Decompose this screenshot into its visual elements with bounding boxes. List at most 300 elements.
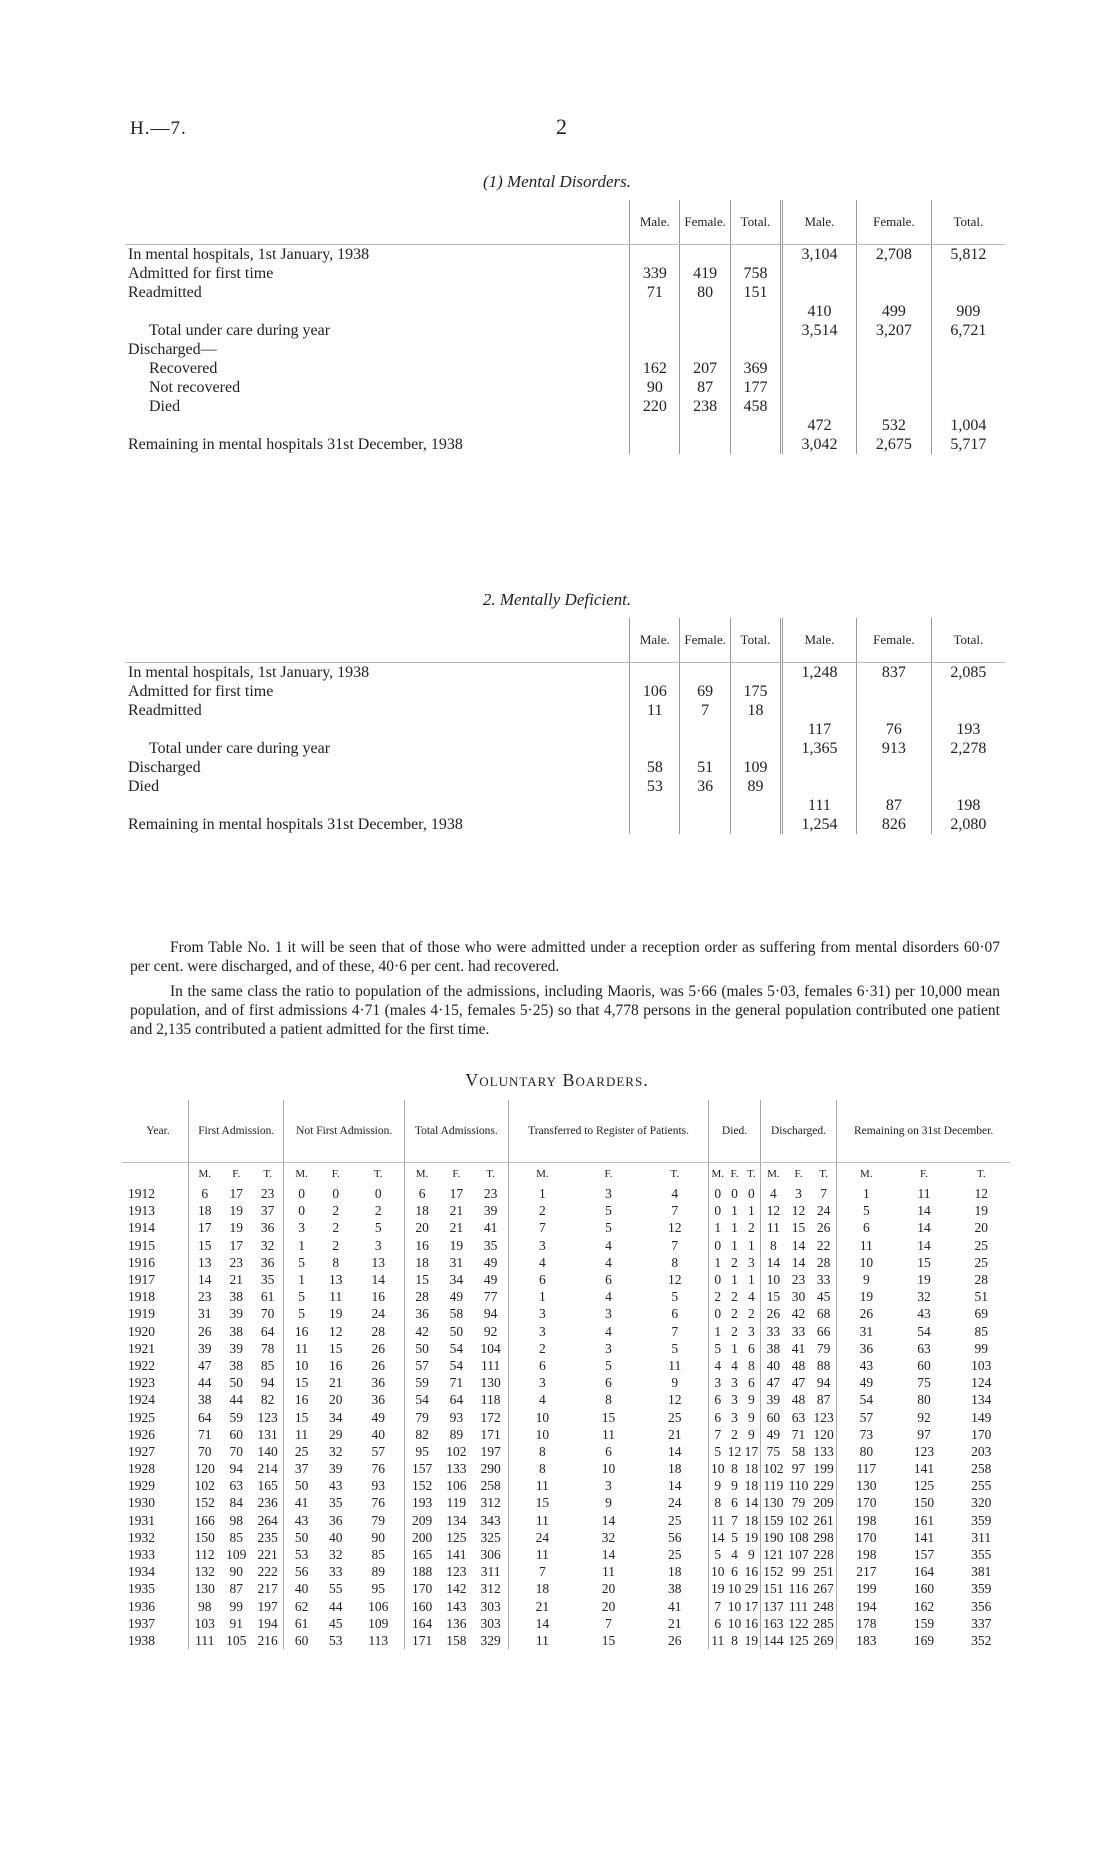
table-cell	[931, 682, 1005, 701]
table-cell: 106	[630, 682, 680, 701]
table-cell: 50	[449, 1323, 464, 1339]
table-cell: 4	[508, 1391, 576, 1408]
table-cell: 49	[760, 1426, 786, 1443]
table-cell: 25	[284, 1443, 319, 1460]
column-header: Total.	[931, 618, 1005, 663]
table-cell: 9	[709, 1477, 726, 1494]
table-cell: 15	[917, 1254, 931, 1270]
table-cell: 23	[791, 1272, 806, 1288]
table-cell: 5	[374, 1220, 382, 1236]
table-cell	[731, 302, 782, 321]
table-cell: 15	[189, 1237, 221, 1254]
table-cell: 4	[605, 1237, 612, 1253]
year-cell: 1929	[128, 1478, 155, 1494]
row-label	[125, 720, 630, 739]
table-cell: 35	[483, 1237, 498, 1253]
year-cell: 1931	[128, 1512, 155, 1528]
row-label: Readmitted	[128, 701, 202, 719]
table-cell: 1	[731, 1203, 738, 1219]
section1-title: (1) Mental Disorders.	[482, 172, 632, 191]
year-cell: 1918	[128, 1289, 155, 1305]
table-cell: 355	[971, 1547, 992, 1563]
table-cell: 3	[508, 1237, 576, 1254]
table-cell: 85	[371, 1547, 385, 1563]
table-cell: 102	[788, 1512, 809, 1528]
table-cell: 7	[709, 1426, 726, 1443]
table-cell: 264	[257, 1512, 278, 1528]
table-cell: 39	[483, 1203, 498, 1219]
table-cell: 14	[917, 1237, 931, 1253]
table-cell: 111	[189, 1632, 221, 1649]
table-cell: 0	[374, 1186, 382, 1202]
table-cell: 39	[328, 1461, 343, 1477]
table-cell: 50	[284, 1529, 319, 1546]
year-cell: 1924	[128, 1392, 155, 1408]
table-cell: 1,248	[781, 663, 856, 683]
table-cell: 87	[857, 796, 932, 815]
table-cell: 458	[731, 397, 782, 416]
table-cell	[680, 321, 731, 340]
table-cell: 18	[731, 701, 782, 720]
table-cell: 3	[605, 1306, 612, 1322]
table-cell: 197	[257, 1598, 278, 1614]
table-cell: 80	[917, 1392, 931, 1408]
table-cell: 5	[731, 1529, 738, 1545]
table-cell: 19	[744, 1529, 759, 1545]
row-label: In mental hospitals, 1st January, 1938	[128, 245, 370, 263]
table-cell: 10	[508, 1426, 576, 1443]
table-cell: 19	[917, 1272, 931, 1288]
table-cell: 60	[284, 1632, 319, 1649]
group-header: Discharged.	[760, 1100, 836, 1163]
table-cell	[781, 378, 856, 397]
table-cell	[931, 283, 1005, 302]
table-cell: 6	[508, 1357, 576, 1374]
table-cell: 21	[449, 1203, 464, 1219]
table-cell: 18	[668, 1461, 682, 1477]
table-cell: 1	[508, 1185, 576, 1202]
table-cell: 94	[483, 1306, 498, 1322]
table-cell: 71	[630, 283, 680, 302]
table-cell: 269	[813, 1632, 834, 1648]
paragraph: From Table No. 1 it will be seen that of those who were admitted under a reception order as suffering from mental disorders 60·07 per cent. were discharged, and of these, 40·6 per cent. had recovered.	[130, 939, 1000, 975]
table-cell: 248	[813, 1598, 834, 1614]
table-cell	[680, 720, 731, 739]
table-cell: 23	[229, 1254, 243, 1270]
table-cell: 123	[257, 1409, 278, 1425]
group-header: Remaining on 31st December.	[837, 1100, 1010, 1163]
table-cell: 32	[260, 1237, 275, 1253]
header-row	[125, 618, 1005, 663]
table-cell: 157	[913, 1547, 935, 1563]
table-cell: 55	[328, 1581, 343, 1597]
header-blank	[125, 618, 630, 663]
table-cell: 5	[284, 1305, 319, 1322]
table-cell	[630, 796, 680, 815]
table-cell: 111	[781, 796, 856, 815]
table-cell: 47	[760, 1374, 786, 1391]
table-cell: 12	[791, 1203, 806, 1219]
table-cell: 29	[328, 1426, 343, 1442]
table-cell: 76	[371, 1495, 385, 1511]
table-cell: 18	[404, 1202, 439, 1219]
table-cell: 38	[229, 1357, 243, 1373]
table-cell: 3	[731, 1392, 738, 1408]
table-cell: 35	[260, 1272, 275, 1288]
year-header: Year.	[122, 1100, 189, 1163]
table-cell: 37	[284, 1460, 319, 1477]
table-cell: 18	[508, 1580, 576, 1597]
group-header: First Admission.	[189, 1100, 284, 1163]
year-cell: 1919	[128, 1306, 155, 1322]
table-cell: 16	[284, 1391, 319, 1408]
table-cell: 12	[760, 1202, 786, 1219]
table-cell: 29	[744, 1581, 759, 1597]
table-cell: 178	[837, 1615, 896, 1632]
table-cell: 188	[404, 1563, 439, 1580]
table-cell: 290	[480, 1461, 501, 1477]
table-cell: 112	[189, 1546, 221, 1563]
group-header: Transferred to Register of Patients.	[508, 1100, 709, 1163]
table-cell: 150	[913, 1495, 935, 1511]
table-cell: 200	[404, 1529, 439, 1546]
table-cell: 343	[480, 1512, 501, 1528]
table-cell: 92	[483, 1323, 498, 1339]
table-cell: 193	[404, 1494, 439, 1511]
table-cell: 306	[480, 1547, 501, 1563]
row-label: Total under care during year	[149, 739, 331, 757]
table-cell: 198	[837, 1546, 896, 1563]
commentary-text	[130, 938, 1000, 1045]
table-cell: 7	[709, 1598, 726, 1615]
table-cell: 87	[816, 1392, 831, 1408]
table-cell: 53	[630, 777, 680, 796]
table-cell: 64	[260, 1323, 275, 1339]
table-cell: 130	[760, 1494, 786, 1511]
table-cell: 10	[601, 1461, 616, 1477]
table-cell: 54	[917, 1323, 931, 1339]
table-cell: 2	[332, 1220, 340, 1236]
table-cell: 325	[480, 1529, 501, 1545]
table-row	[125, 739, 1005, 758]
table-cell: 826	[857, 815, 932, 834]
table-cell: 15	[760, 1288, 786, 1305]
table-cell: 60	[229, 1426, 243, 1442]
table-row	[122, 1185, 1010, 1202]
table-cell: 11	[284, 1340, 319, 1357]
table-cell: 87	[680, 378, 731, 397]
table-cell: 15	[404, 1271, 439, 1288]
year-cell: 1935	[128, 1581, 155, 1597]
table-cell: 8	[731, 1632, 738, 1648]
table-cell: 17	[744, 1598, 759, 1614]
table-cell: 23	[189, 1288, 221, 1305]
table-cell: 90	[229, 1564, 243, 1580]
table-cell: 56	[668, 1529, 682, 1545]
table-cell	[630, 739, 680, 758]
table-cell: 60	[760, 1408, 786, 1425]
table-cell: 14	[917, 1203, 931, 1219]
table-cell: 108	[788, 1529, 809, 1545]
table-cell: 1	[731, 1220, 738, 1236]
table-cell: 25	[974, 1254, 989, 1270]
table-cell: 26	[837, 1305, 896, 1322]
column-header: Female.	[680, 200, 731, 245]
sub-header: M.	[709, 1163, 726, 1186]
table-cell: 42	[791, 1306, 806, 1322]
table-cell: 11	[837, 1237, 896, 1254]
table-cell: 33	[791, 1323, 806, 1339]
table-cell: 38	[189, 1391, 221, 1408]
table-cell: 0	[284, 1185, 319, 1202]
table-cell: 85	[260, 1357, 275, 1373]
table-cell: 238	[680, 397, 731, 416]
table-cell: 13	[328, 1272, 343, 1288]
row-label	[125, 416, 630, 435]
table-cell: 122	[788, 1615, 809, 1631]
table-cell: 14	[189, 1271, 221, 1288]
table-cell: 10	[709, 1563, 726, 1580]
year-cell: 1938	[128, 1632, 155, 1648]
table-cell: 3	[747, 1254, 755, 1270]
table-cell: 69	[974, 1306, 989, 1322]
table-cell: 70	[229, 1443, 243, 1459]
table-cell: 8	[747, 1357, 755, 1373]
table-cell	[630, 815, 680, 834]
column-header: Female.	[680, 618, 731, 663]
table-cell	[731, 321, 782, 340]
table-cell	[630, 302, 680, 321]
row-label: Admitted for first time	[128, 264, 274, 282]
table-cell: 158	[446, 1632, 467, 1648]
table-cell: 113	[368, 1632, 389, 1648]
table-cell: 14	[917, 1220, 931, 1236]
table-cell: 102	[189, 1477, 221, 1494]
table-cell: 80	[680, 283, 731, 302]
year-cell: 1925	[128, 1409, 155, 1425]
table-cell: 19	[449, 1237, 464, 1253]
table-cell: 152	[404, 1477, 439, 1494]
table-cell: 10	[508, 1408, 576, 1425]
table-cell: 3	[374, 1237, 382, 1253]
table-cell: 149	[971, 1409, 992, 1425]
table-cell: 229	[813, 1478, 834, 1494]
table-cell: 141	[913, 1529, 935, 1545]
table-cell: 28	[816, 1254, 831, 1270]
table-cell: 36	[328, 1512, 343, 1528]
table-cell	[781, 264, 856, 283]
table-cell: 9	[747, 1392, 755, 1408]
table-cell: 6	[731, 1495, 738, 1511]
table-cell: 359	[971, 1581, 992, 1597]
table-cell: 26	[760, 1305, 786, 1322]
table-cell: 2	[731, 1289, 738, 1305]
table-cell: 3	[508, 1374, 576, 1391]
table-row	[125, 340, 1005, 359]
table-row	[122, 1219, 1010, 1236]
table-cell	[680, 340, 731, 359]
table-cell: 22	[816, 1237, 831, 1253]
table-cell: 17	[189, 1219, 221, 1236]
table-cell: 0	[284, 1202, 319, 1219]
table-cell: 43	[284, 1512, 319, 1529]
table-cell: 13	[189, 1254, 221, 1271]
sub-header: F.	[232, 1167, 241, 1180]
table-cell: 30	[791, 1289, 806, 1305]
table-cell: 19	[837, 1288, 896, 1305]
table-row	[122, 1426, 1010, 1443]
table-cell: 58	[449, 1306, 464, 1322]
table-cell: 4	[508, 1254, 576, 1271]
sub-header: F.	[730, 1167, 739, 1180]
table-cell: 54	[837, 1391, 896, 1408]
table-cell: 38	[229, 1289, 243, 1305]
table-cell: 9	[671, 1375, 679, 1391]
table-cell: 16	[371, 1289, 385, 1305]
table-cell: 19	[229, 1220, 243, 1236]
table-cell: 44	[189, 1374, 221, 1391]
table-cell: 2	[332, 1203, 340, 1219]
table-cell: 1	[747, 1272, 755, 1288]
table-row	[125, 302, 1005, 321]
table-cell: 31	[189, 1305, 221, 1322]
table-cell: 6	[605, 1443, 612, 1459]
table-cell: 54	[449, 1340, 464, 1356]
table-cell: 6	[605, 1272, 612, 1288]
table-cell: 41	[483, 1220, 498, 1236]
table-cell: 43	[917, 1306, 931, 1322]
table-cell	[931, 378, 1005, 397]
table-cell: 18	[189, 1202, 221, 1219]
table-cell: 6	[508, 1271, 576, 1288]
table-cell: 11	[508, 1477, 576, 1494]
table-cell: 472	[781, 416, 856, 435]
table-cell: 6	[709, 1408, 726, 1425]
table-cell: 20	[601, 1598, 616, 1614]
table-cell: 163	[760, 1615, 786, 1632]
table-cell: 47	[791, 1375, 806, 1391]
table-cell: 26	[668, 1632, 682, 1648]
table-cell: 17	[449, 1186, 464, 1202]
table-cell: 2,085	[931, 663, 1005, 683]
table-cell: 381	[971, 1564, 992, 1580]
table-cell: 6	[605, 1375, 612, 1391]
table-cell: 117	[837, 1460, 896, 1477]
table-cell: 6	[404, 1185, 439, 1202]
table-cell: 87	[229, 1581, 243, 1597]
table-cell: 172	[480, 1409, 501, 1425]
table-cell: 102	[446, 1443, 467, 1459]
table-cell: 8	[731, 1461, 738, 1477]
table-cell: 14	[668, 1478, 682, 1494]
table-cell: 59	[404, 1374, 439, 1391]
table-cell: 10	[760, 1271, 786, 1288]
year-cell: 1922	[128, 1357, 155, 1373]
table-cell: 76	[371, 1461, 385, 1477]
table-cell: 34	[328, 1409, 343, 1425]
table-cell: 499	[857, 302, 932, 321]
table-cell: 8	[760, 1237, 786, 1254]
table-cell: 2	[374, 1203, 382, 1219]
table-cell: 11	[508, 1512, 576, 1529]
year-cell: 1928	[128, 1461, 155, 1477]
table-cell: 9	[747, 1426, 755, 1442]
table-cell: 107	[788, 1547, 809, 1563]
sub-header: T.	[747, 1167, 756, 1180]
table-cell: 5	[284, 1288, 319, 1305]
table-cell: 2	[747, 1306, 755, 1322]
table-cell: 4	[605, 1289, 612, 1305]
table-cell: 217	[257, 1581, 278, 1597]
table-cell	[781, 758, 856, 777]
table-cell	[731, 815, 782, 834]
table-cell: 14	[791, 1254, 806, 1270]
table-cell: 14	[508, 1615, 576, 1632]
table-cell: 26	[371, 1340, 385, 1356]
year-cell: 1934	[128, 1564, 155, 1580]
table-cell: 8	[671, 1254, 679, 1270]
table-cell: 193	[931, 720, 1005, 739]
table-cell: 0	[709, 1237, 726, 1254]
table-cell: 48	[791, 1357, 806, 1373]
table-cell: 1	[709, 1254, 726, 1271]
table-cell: 255	[971, 1478, 992, 1494]
table-cell: 1	[747, 1203, 755, 1219]
table-cell: 54	[449, 1357, 464, 1373]
table-cell: 1	[747, 1237, 755, 1253]
sub-header: M.	[189, 1163, 221, 1186]
table-cell: 21	[328, 1375, 343, 1391]
table-cell: 311	[971, 1529, 992, 1545]
row-label: Admitted for first time	[128, 682, 274, 700]
row-label: In mental hospitals, 1st January, 1938	[128, 663, 370, 681]
table-cell: 9	[747, 1409, 755, 1425]
page-number: 2	[556, 114, 567, 139]
column-header: Female.	[857, 618, 932, 663]
table-cell: 13	[371, 1254, 385, 1270]
table-cell	[857, 758, 932, 777]
table-cell: 106	[368, 1598, 389, 1614]
table-cell: 913	[857, 739, 932, 758]
column-header: Male.	[630, 200, 680, 245]
table-cell: 14	[791, 1237, 806, 1253]
table-cell: 19	[974, 1203, 989, 1219]
table-cell: 125	[913, 1478, 935, 1494]
table-cell	[731, 720, 782, 739]
table-cell: 64	[449, 1392, 464, 1408]
table-cell: 1	[508, 1288, 576, 1305]
table-cell: 36	[680, 777, 731, 796]
table-cell: 5	[284, 1254, 319, 1271]
table-cell: 14	[709, 1529, 726, 1546]
table-row	[122, 1546, 1010, 1563]
table-row	[122, 1580, 1010, 1597]
table-cell: 9	[731, 1478, 738, 1494]
table-cell: 151	[731, 283, 782, 302]
table-row	[125, 359, 1005, 378]
table-cell: 19	[328, 1306, 343, 1322]
table-cell	[680, 435, 731, 454]
table-cell: 15	[791, 1220, 806, 1236]
table-cell	[931, 340, 1005, 359]
table-cell: 109	[731, 758, 782, 777]
table-cell: 59	[229, 1409, 243, 1425]
table-row	[125, 378, 1005, 397]
table-cell: 203	[971, 1443, 992, 1459]
table-cell: 419	[680, 264, 731, 283]
table-cell: 3,104	[781, 245, 856, 265]
subheader-row	[122, 1163, 1010, 1186]
